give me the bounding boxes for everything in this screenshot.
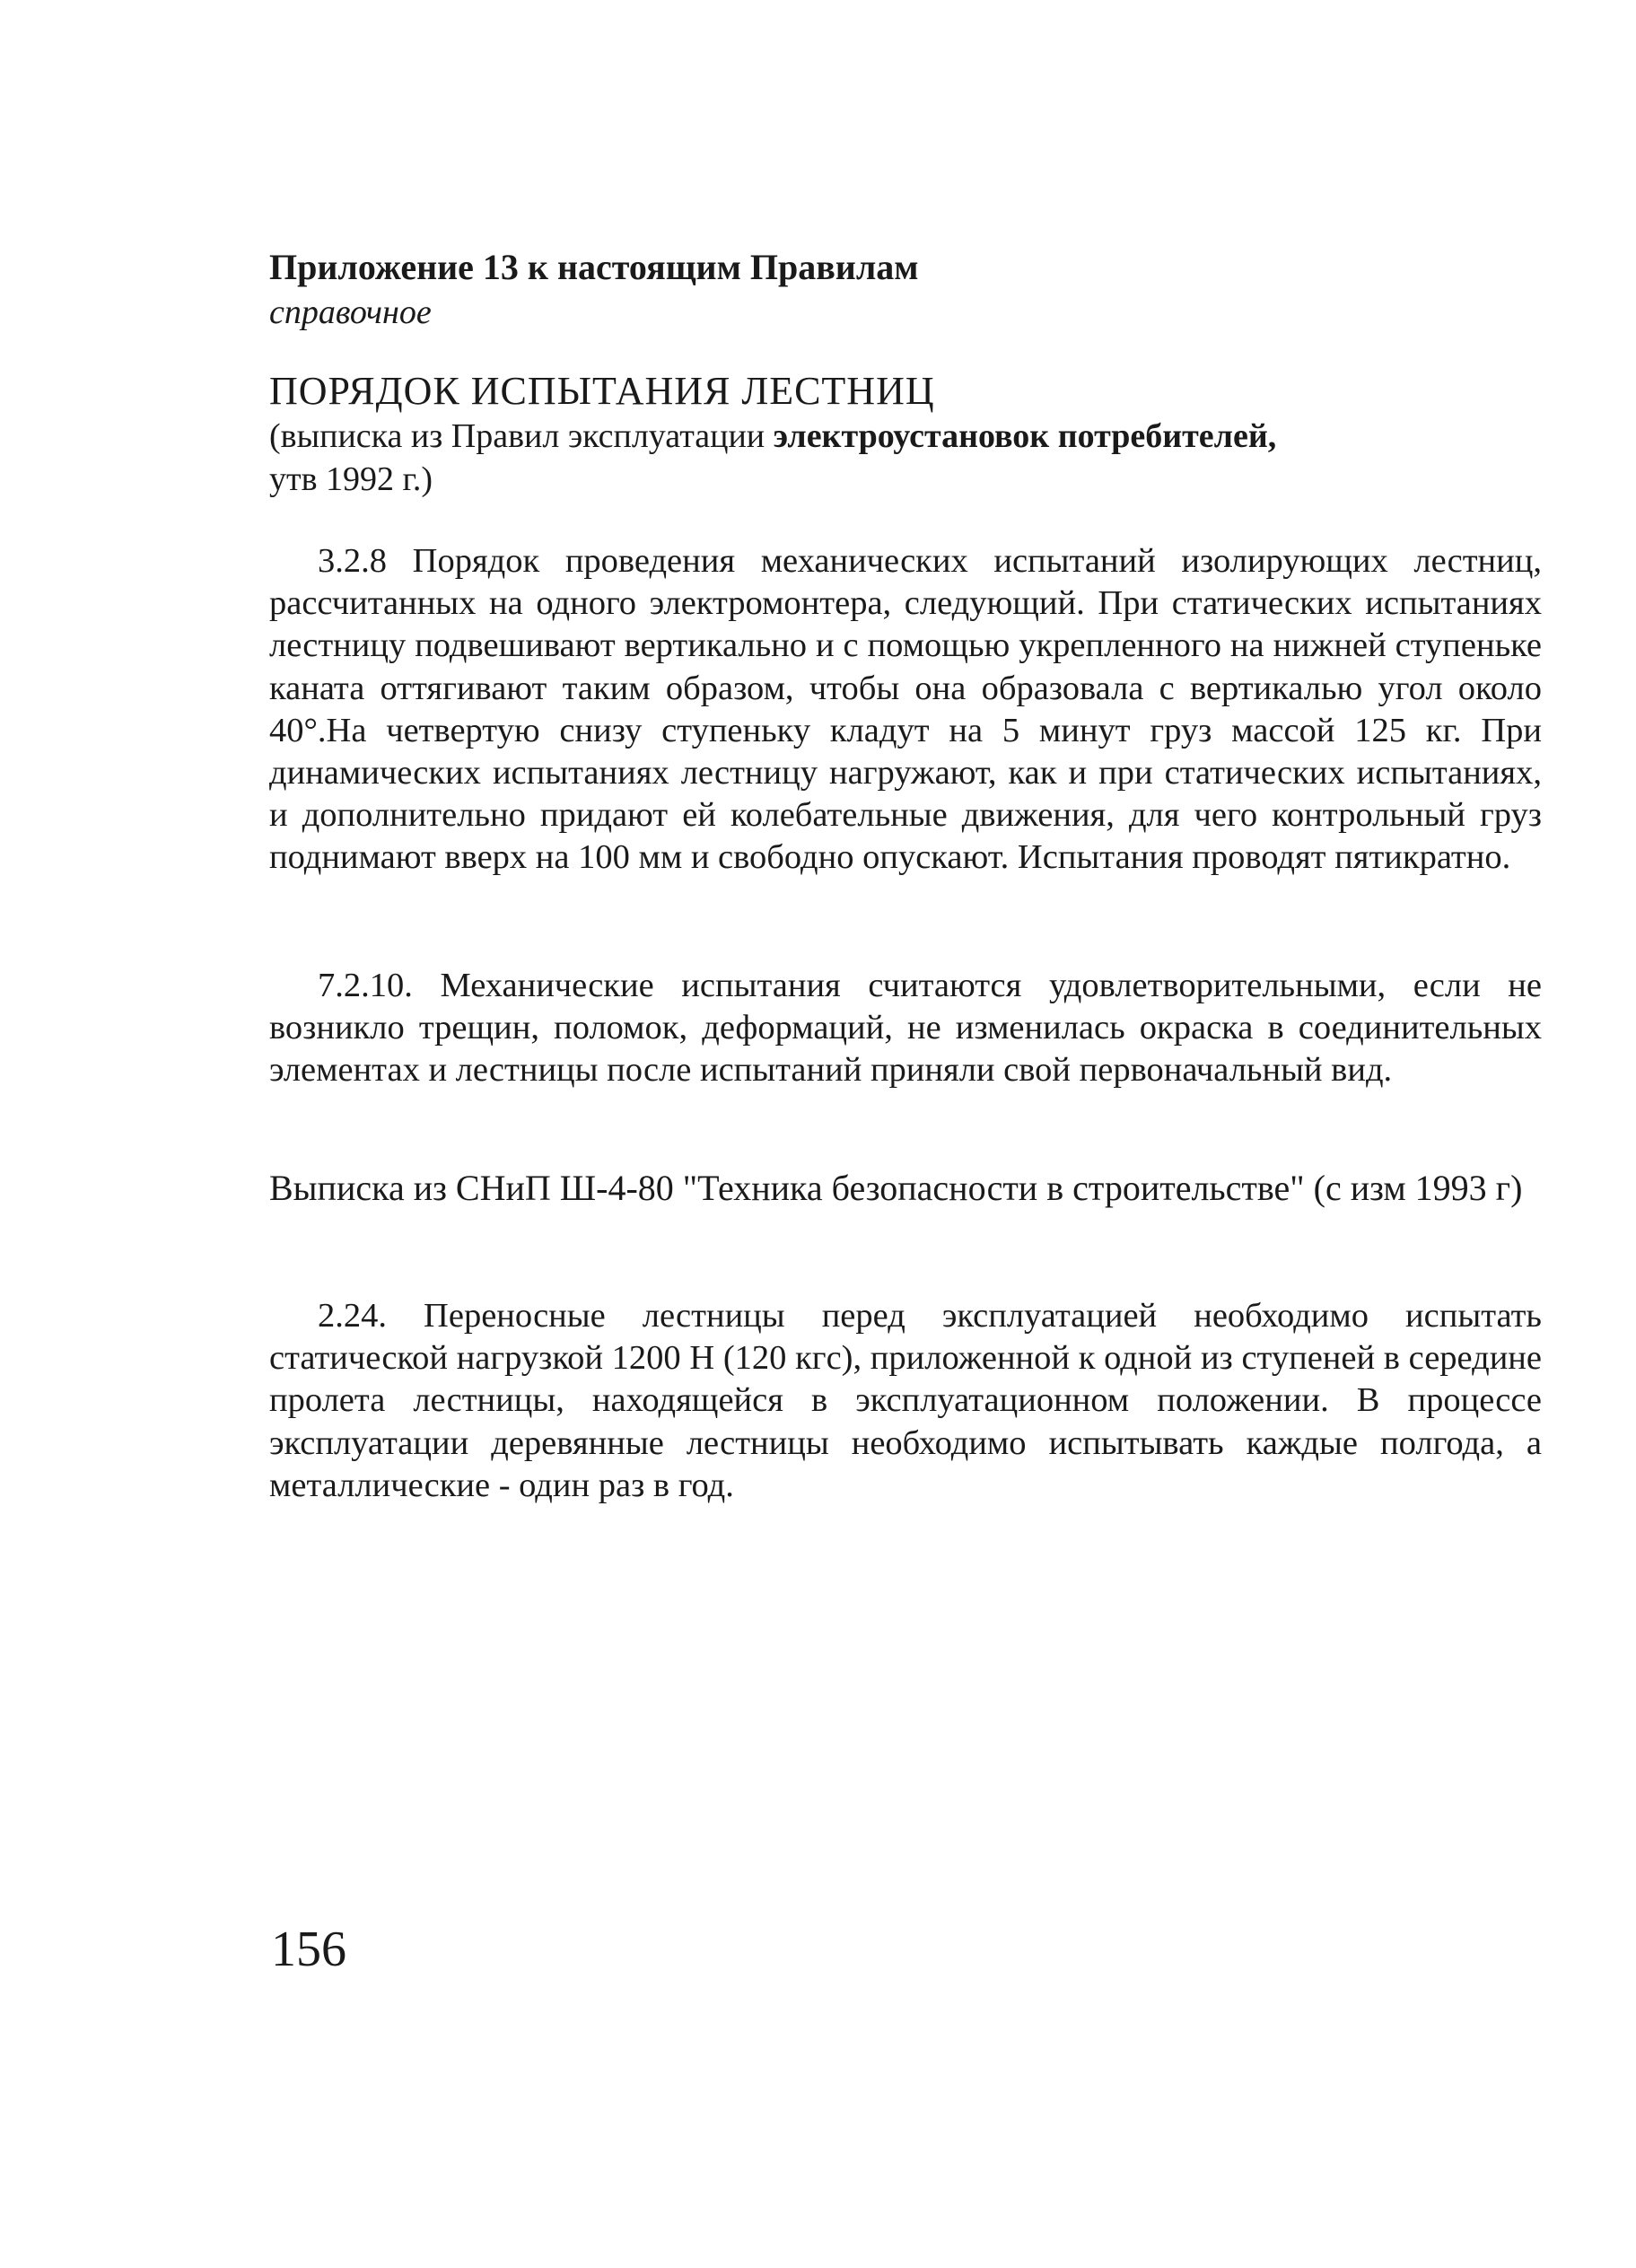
appendix-title: Приложение 13 к настоящим Правилам <box>269 247 919 287</box>
paragraph-2-24: 2.24. Переносные лестницы перед эксплуатацией необходимо испытать статической нагрузкой 1200 Н (120 кгс), приложенной к одной из ступеней в середине пролета лестницы, находящейся в эксплуатационном положении. В процессе эксплуатации деревянные лестницы необходимо испытывать каждые полгода, а металлические - один раз в год. <box>269 1297 1542 1504</box>
source-note-part3: утв 1992 г.) <box>269 460 433 498</box>
source-note-part2: электроустановок потребителей, <box>773 417 1277 455</box>
appendix-subtitle: справочное <box>269 293 432 331</box>
snip-extract-title: Выписка из СНиП Ш-4-80 "Техника безопасности в строительстве" (с изм 1993 г) <box>269 1168 1523 1208</box>
paragraph-3-2-8: 3.2.8 Порядок проведения механических испытаний изолирующих лестниц, рассчитанных на одного электромонтера, следующий. При статических испытаниях лестницу подвешивают вертикально и с помощью укрепленного на нижней ступеньке каната оттягивают таким образом, чтобы она образовала с вертикалью угол около 40°.На четвертую снизу ступеньку кладут на 5 минут груз массой 125 кг. При динамических испытаниях лестницу нагружают, как и при статических испытаниях, и дополнительно придают ей колебательные движения, для чего контрольный груз поднимают вверх на 100 мм и свободно опускают. Испытания проводят пятикратно. <box>269 542 1542 877</box>
source-note-part1: (выписка из Правил эксплуатации <box>269 417 774 455</box>
section-source-note <box>269 415 1542 501</box>
paragraph-7-2-10: 7.2.10. Механические испытания считаются удовлетворительными, если не возникло трещин, поломок, деформаций, не изменилась окраска в соединительных элементах и лестницы после испытаний приняли свой первоначальный вид. <box>269 967 1542 1090</box>
page-number: 156 <box>271 1922 346 1977</box>
section-title: ПОРЯДОК ИСПЫТАНИЯ ЛЕСТНИЦ <box>269 369 935 413</box>
